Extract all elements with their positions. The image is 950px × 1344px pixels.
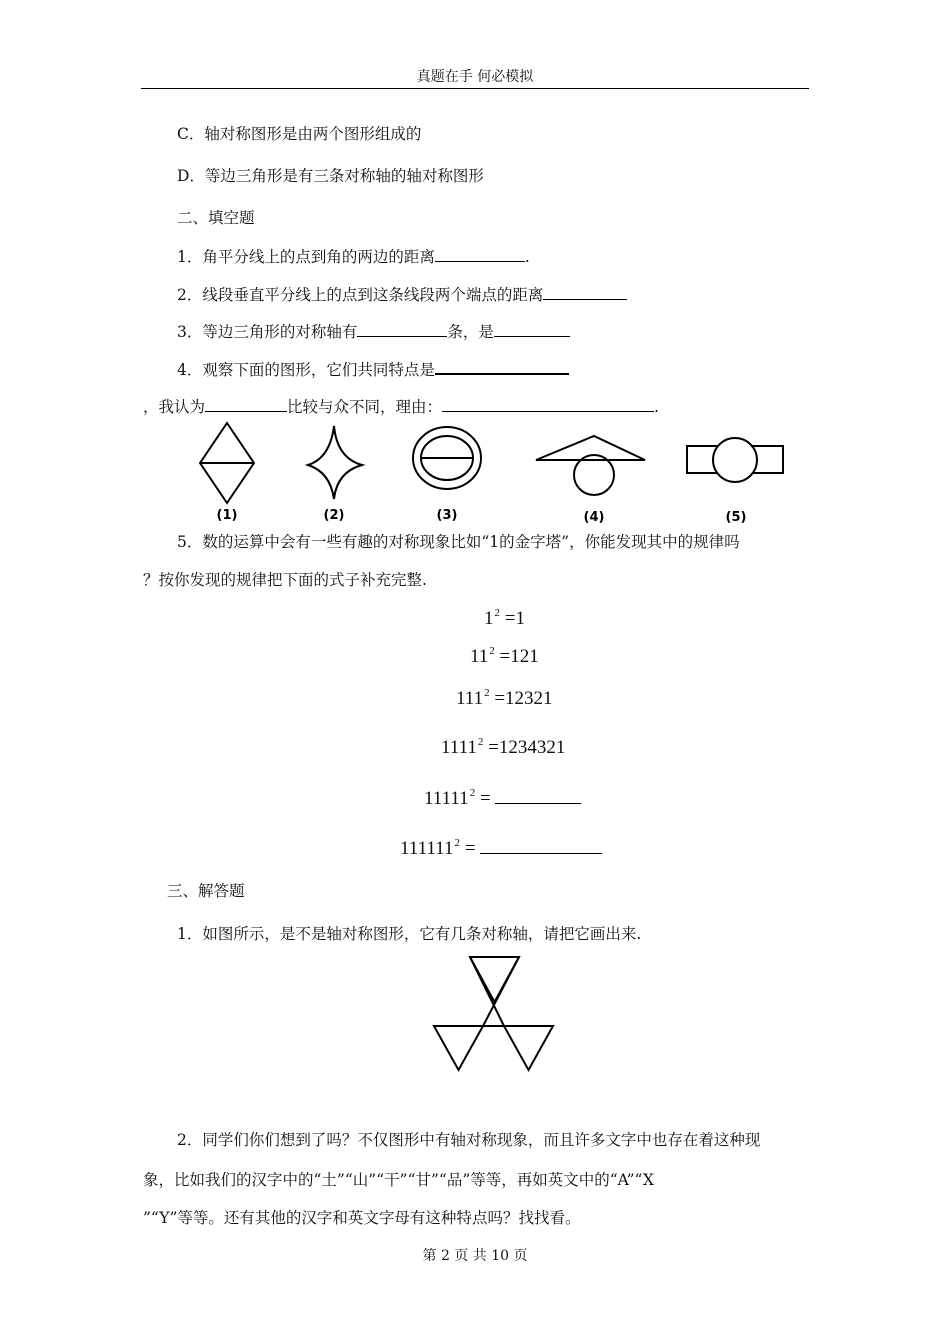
figure-label-3: (3) — [436, 508, 458, 523]
equation-6-blank[interactable] — [480, 836, 602, 854]
triangle-left — [434, 1026, 483, 1070]
equation-3-rhs: =12321 — [494, 688, 553, 709]
fill-q2-text: 2．线段垂直平分线上的点到这条线段两个端点的距离 — [177, 286, 544, 304]
fill-q2-blank[interactable] — [543, 284, 627, 300]
triangle-connector-1 — [470, 957, 504, 1026]
section-title-answer: 三、解答题 — [167, 882, 245, 900]
equation-2-exp: 2 — [489, 645, 495, 657]
fill-question-1 — [177, 246, 530, 267]
symmetry-figures — [190, 418, 800, 528]
fill-q1-blank[interactable] — [435, 246, 525, 262]
equation-4-base: 1111 — [441, 737, 477, 758]
fill-q3-blank-what[interactable] — [494, 321, 570, 337]
equation-1-base: 1 — [484, 608, 494, 629]
figure-label-1: (1) — [216, 508, 238, 523]
fill-q4-blank-reason[interactable] — [442, 396, 654, 412]
fill-q4-text: 4．观察下面的图形，它们共同特点是 — [177, 361, 435, 379]
fill-question-3 — [177, 321, 570, 342]
answer-question-1: 1．如图所示，是不是轴对称图形，它有几条对称轴，请把它画出来. — [177, 925, 642, 943]
fill-q3-text-b: 条，是 — [447, 323, 494, 341]
equation-5-base: 11111 — [424, 788, 469, 809]
equation-3 — [456, 687, 553, 710]
equation-6-rhs: = — [464, 838, 476, 859]
choice-d: D．等边三角形是有三条对称轴的轴对称图形 — [177, 167, 484, 185]
equation-4 — [441, 736, 565, 759]
answer-question-2-line2: 象，比如我们的汉字中的“土”“山”“干”“甘”“品”等等，再如英文中的“A”“X — [143, 1171, 654, 1189]
answer-question-2-line3: ”“Y”等等。还有其他的汉字和英文字母有这种特点吗？找找看。 — [143, 1209, 581, 1227]
choice-c: C．轴对称图形是由两个图形组成的 — [177, 125, 422, 143]
equation-1-rhs: =1 — [504, 608, 525, 629]
section-title-fill: 二、填空题 — [177, 209, 255, 227]
equation-5-exp: 2 — [469, 787, 476, 799]
equation-3-base: 111 — [456, 688, 484, 709]
equation-2-base: 11 — [470, 646, 489, 667]
fill-question-2 — [177, 284, 627, 305]
fill-question-5-line2: ？按你发现的规律把下面的式子补充完整. — [143, 571, 427, 589]
equation-5 — [424, 786, 581, 810]
fill-q4-line2-b: 比较与众不同，理由： — [287, 398, 443, 416]
equation-6-exp: 2 — [454, 837, 460, 849]
page-header: 真题在手 何必模拟 — [416, 69, 534, 85]
fill-question-4-line2 — [143, 396, 659, 417]
figure-1-diamond — [200, 423, 254, 503]
header-rule — [141, 88, 809, 89]
equation-3-exp: 2 — [484, 687, 490, 699]
figure-4-triangle-circle — [536, 436, 645, 495]
triangle-right — [504, 1026, 553, 1070]
figure-3-rings — [413, 427, 481, 489]
fill-question-4 — [177, 358, 569, 380]
fill-q4-line2-a: ，我认为 — [143, 398, 206, 416]
equation-5-rhs: = — [479, 788, 491, 809]
equation-1 — [484, 607, 525, 630]
answer-question-2-line1: 2．同学们你们想到了吗？不仅图形中有轴对称现象，而且许多文字中也存在着这种现 — [177, 1131, 761, 1149]
equation-4-rhs: =1234321 — [488, 737, 566, 758]
equation-6-base: 111111 — [400, 838, 454, 859]
figure-5-circle-rect — [687, 438, 783, 482]
figure-label-4: (4) — [583, 510, 605, 525]
fill-question-5-line1: 5．数的运算中会有一些有趣的对称现象比如“1的金字塔”，你能发现其中的规律吗 — [177, 533, 740, 551]
fill-q4-end: . — [654, 398, 659, 416]
fill-q4-blank-which[interactable] — [205, 396, 287, 412]
equation-1-exp: 2 — [494, 607, 500, 619]
page-footer: 第 2 页 共 10 页 — [422, 1248, 528, 1264]
figure-label-2: (2) — [323, 508, 345, 523]
triangle-top — [470, 957, 519, 1002]
equation-4-exp: 2 — [477, 736, 484, 748]
fill-q3-blank-count[interactable] — [357, 321, 447, 337]
fill-q4-blank-feature[interactable] — [435, 358, 569, 375]
fill-q1-end: . — [524, 248, 530, 266]
figure-2-star — [308, 426, 362, 499]
fill-q3-text-a: 3．等边三角形的对称轴有 — [177, 323, 358, 341]
equation-6 — [400, 836, 602, 860]
equation-5-blank[interactable] — [495, 786, 581, 804]
three-triangles-figure — [428, 953, 558, 1075]
fill-q1-text: 1．角平分线上的点到角的两边的距离 — [177, 248, 435, 266]
equation-2-rhs: =121 — [499, 646, 539, 667]
figure-label-5: (5) — [725, 510, 747, 525]
equation-2 — [470, 645, 539, 668]
